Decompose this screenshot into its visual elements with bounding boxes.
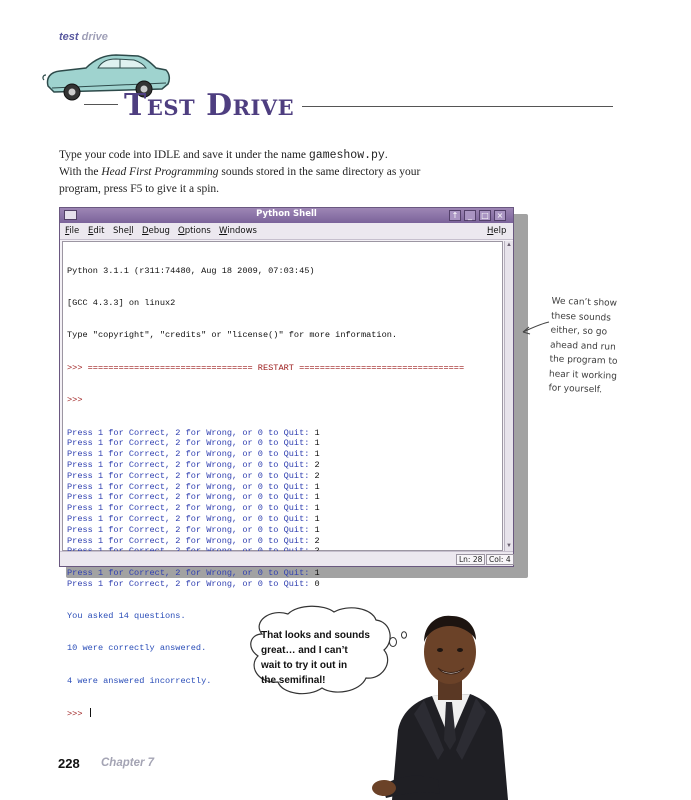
annotation-line: for yourself. [548,383,603,396]
shell-answer: 1 [314,438,320,449]
window-title: Python Shell [256,209,317,219]
shell-question-prompt: Press 1 for Correct, 2 for Wrong, or 0 to Quit: [67,449,315,460]
shell-question-line [67,514,498,525]
shell-question-line [67,579,498,590]
shell-answer: 1 [314,567,320,578]
shell-answer: 0 [314,578,320,589]
annotation-line: We can’t show [551,296,618,309]
status-bar [60,551,513,566]
shell-question-line [67,536,498,547]
shell-result-line: 4 were answered incorrectly. [67,675,212,686]
intro-line3: program, press F5 to give it a spin. [59,183,220,195]
intro-paragraph [59,147,439,198]
window-titlebar[interactable] [60,208,513,223]
shell-question-prompt: Press 1 for Correct, 2 for Wrong, or 0 to Quit: [67,503,315,514]
status-column: Col: 4 [486,554,514,565]
shell-question-line [67,428,498,439]
shell-question-line [67,492,498,503]
shell-answer: 1 [314,492,320,503]
menu-help[interactable]: Help [487,226,507,236]
shell-question-prompt: Press 1 for Correct, 2 for Wrong, or 0 to Quit: [67,535,315,546]
shell-restart-line: >>> ================================ RESTART ================================ [67,362,465,373]
intro-line2-text: With the [59,166,102,178]
menu-windows[interactable]: Windows [219,226,257,236]
status-line: Ln: 28 [456,554,485,565]
shell-question-prompt: Press 1 for Correct, 2 for Wrong, or 0 to Quit: [67,492,315,503]
title-rule-left [84,104,118,105]
page-number: 228 [58,756,80,771]
annotation-line: these sounds [550,310,612,324]
annotation-line: the program to [549,354,618,367]
speech-line: That looks and sounds [261,630,370,641]
shell-answer: 1 [314,481,320,492]
shell-question-prompt: Press 1 for Correct, 2 for Wrong, or 0 to Quit: [67,459,315,470]
intro-line2-end: sounds stored in the same directory as your [218,166,421,178]
intro-filename: gameshow.py [308,149,385,162]
page-title: Test Drive [124,88,295,123]
shell-question-line [67,525,498,536]
shell-question-line [67,471,498,482]
shell-answer: 1 [314,449,320,460]
section-tag [59,31,108,43]
title-rule-right [302,106,613,107]
shell-question-prompt: Press 1 for Correct, 2 for Wrong, or 0 to Quit: [67,427,315,438]
scroll-up-icon[interactable]: ▲ [506,242,512,248]
shell-banner-line: Type "copyright", "credits" or "license()" for more information. [67,330,398,341]
shell-question-prompt: Press 1 for Correct, 2 for Wrong, or 0 to Quit: [67,438,315,449]
intro-book-title: Head First Programming [101,166,219,178]
speech-line: the semifinal! [261,675,326,686]
intro-line1-text: Type your code into IDLE and save it under the name [59,149,309,161]
shell-answer: 1 [314,524,320,535]
window-pin-button[interactable]: ↑ [449,210,461,221]
shell-question-prompt: Press 1 for Correct, 2 for Wrong, or 0 to Quit: [67,578,315,589]
shell-banner-line: Python 3.1.1 (r311:74480, Aug 18 2009, 07:03:45) [67,265,315,276]
intro-line1-end: . [384,149,388,161]
annotation-line: either, so go [550,325,608,338]
shell-answer: 1 [314,427,320,438]
annotation-arrow-icon [520,318,550,338]
shell-question-prompt: Press 1 for Correct, 2 for Wrong, or 0 to Quit: [67,481,315,492]
shell-current-prompt[interactable]: >>> [67,708,498,719]
menu-edit[interactable]: Edit [88,226,105,236]
shell-banner-line: [GCC 4.3.3] on linux2 [67,297,176,308]
shell-question-line [67,449,498,460]
window-maximize-button[interactable]: □ [479,210,491,221]
annotation-line: ahead and run [549,339,616,353]
shell-question-prompt: Press 1 for Correct, 2 for Wrong, or 0 to Quit: [67,524,315,535]
shell-answer: 2 [314,535,320,546]
shell-result-line: You asked 14 questions. [67,611,186,622]
menu-debug[interactable]: Debug [142,226,170,236]
speech-line: great… and I can’t [261,645,348,656]
shell-prompt: >>> [67,395,83,406]
text-cursor [90,708,91,717]
chapter-label: Chapter 7 [101,757,155,769]
shell-question-prompt: Press 1 for Correct, 2 for Wrong, or 0 to Quit: [67,513,315,524]
shell-question-line [67,482,498,493]
annotation-line: hear it working [548,368,618,382]
window-close-button[interactable]: × [494,210,506,221]
shell-answer: 2 [314,470,320,481]
smiling-man-in-suit-image [362,610,512,800]
shell-question-line [67,568,498,579]
shell-answer: 1 [314,503,320,514]
shell-result-line: 10 were correctly answered. [67,643,207,654]
menu-bar [60,223,513,240]
shell-question-line [67,460,498,471]
shell-question-prompt: Press 1 for Correct, 2 for Wrong, or 0 to Quit: [67,470,315,481]
vertical-scrollbar[interactable] [504,241,513,551]
handwritten-annotation [548,294,639,399]
menu-shell[interactable]: Shell [113,226,134,236]
shell-question-prompt: Press 1 for Correct, 2 for Wrong, or 0 to Quit: [67,567,315,578]
window-minimize-button[interactable]: _ [464,210,476,221]
shell-answer: 2 [314,459,320,470]
menu-file[interactable]: File [65,226,80,236]
section-tag-word2: drive [81,31,108,43]
shell-question-line [67,438,498,449]
speech-line: wait to try it out in [261,660,348,671]
shell-question-line [67,503,498,514]
menu-options[interactable]: Options [178,226,211,236]
scroll-down-icon[interactable]: ▼ [506,543,512,549]
speech-text [261,628,377,688]
section-tag-word1: test [59,31,79,43]
shell-answer: 1 [314,513,320,524]
